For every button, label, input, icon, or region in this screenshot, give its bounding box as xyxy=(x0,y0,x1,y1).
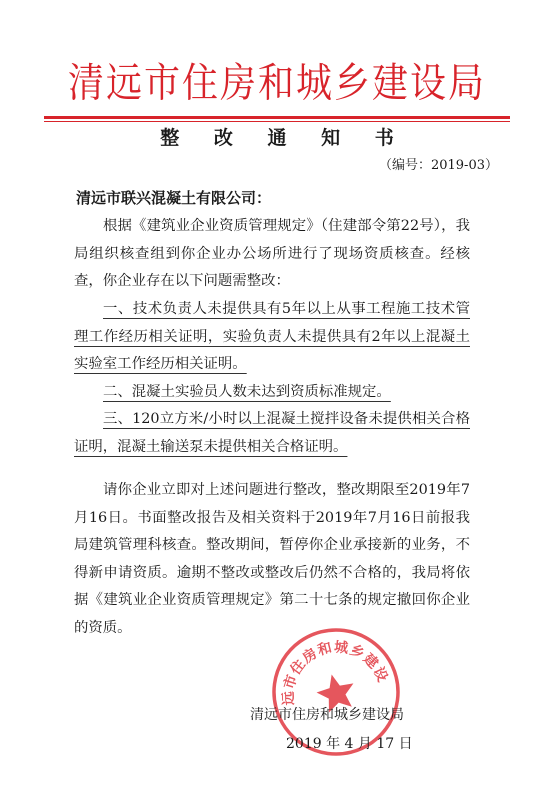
issue-item-3: 三、120立方米/小时以上混凝土搅拌设备未提供相关合格证明，混凝土输送泵未提供相关合格证明。 xyxy=(74,411,470,455)
issue-item-1: 一、技术负责人未提供具有5年以上从事工程施工技术管理工作经历相关证明，实验负责人未提供具有2年以上混凝土实验室工作经历相关证明。 xyxy=(74,301,470,373)
issue-item-2: 二、混凝土实验员人数未达到资质标准规定。 xyxy=(103,383,391,400)
signature-date: 2019 年 4 月 17 日 xyxy=(286,736,413,752)
signature-organization: 清远市住房和城乡建设局 xyxy=(250,707,404,723)
requirement-paragraph: 请你企业立即对上述问题进行整改，整改期限至2019年7月16日。书面整改报告及相关资料于2019年7月16日前报我局建筑管理科核查。整改期间，暂停你企业承接新的业务，不得新申请资质。逾期不整改或整改后仍然不合格的，我局将依据《建筑业企业资质管理规定》第二十七条的规定撤回你企业的资质。 xyxy=(74,482,470,636)
document-number: （编号：2019-03） xyxy=(378,158,498,173)
header-rule-thick xyxy=(44,116,510,119)
notice-title: 整 改 通 知 书 xyxy=(160,127,408,149)
intro-paragraph: 根据《建筑业企业资质管理规定》（住建部令第22号），我局组织核查组到你企业办公场所进行了现场资质核查。经核查，你企业存在以下问题需整改： xyxy=(74,218,470,290)
issue-list xyxy=(74,296,470,462)
seal-text: 清远市住房和城乡建设局 xyxy=(255,630,391,706)
issuer-header: 清远市住房和城乡建设局 xyxy=(67,60,486,107)
header-rule-thin xyxy=(44,121,510,122)
addressee: 清远市联兴混凝土有限公司： xyxy=(76,189,272,207)
